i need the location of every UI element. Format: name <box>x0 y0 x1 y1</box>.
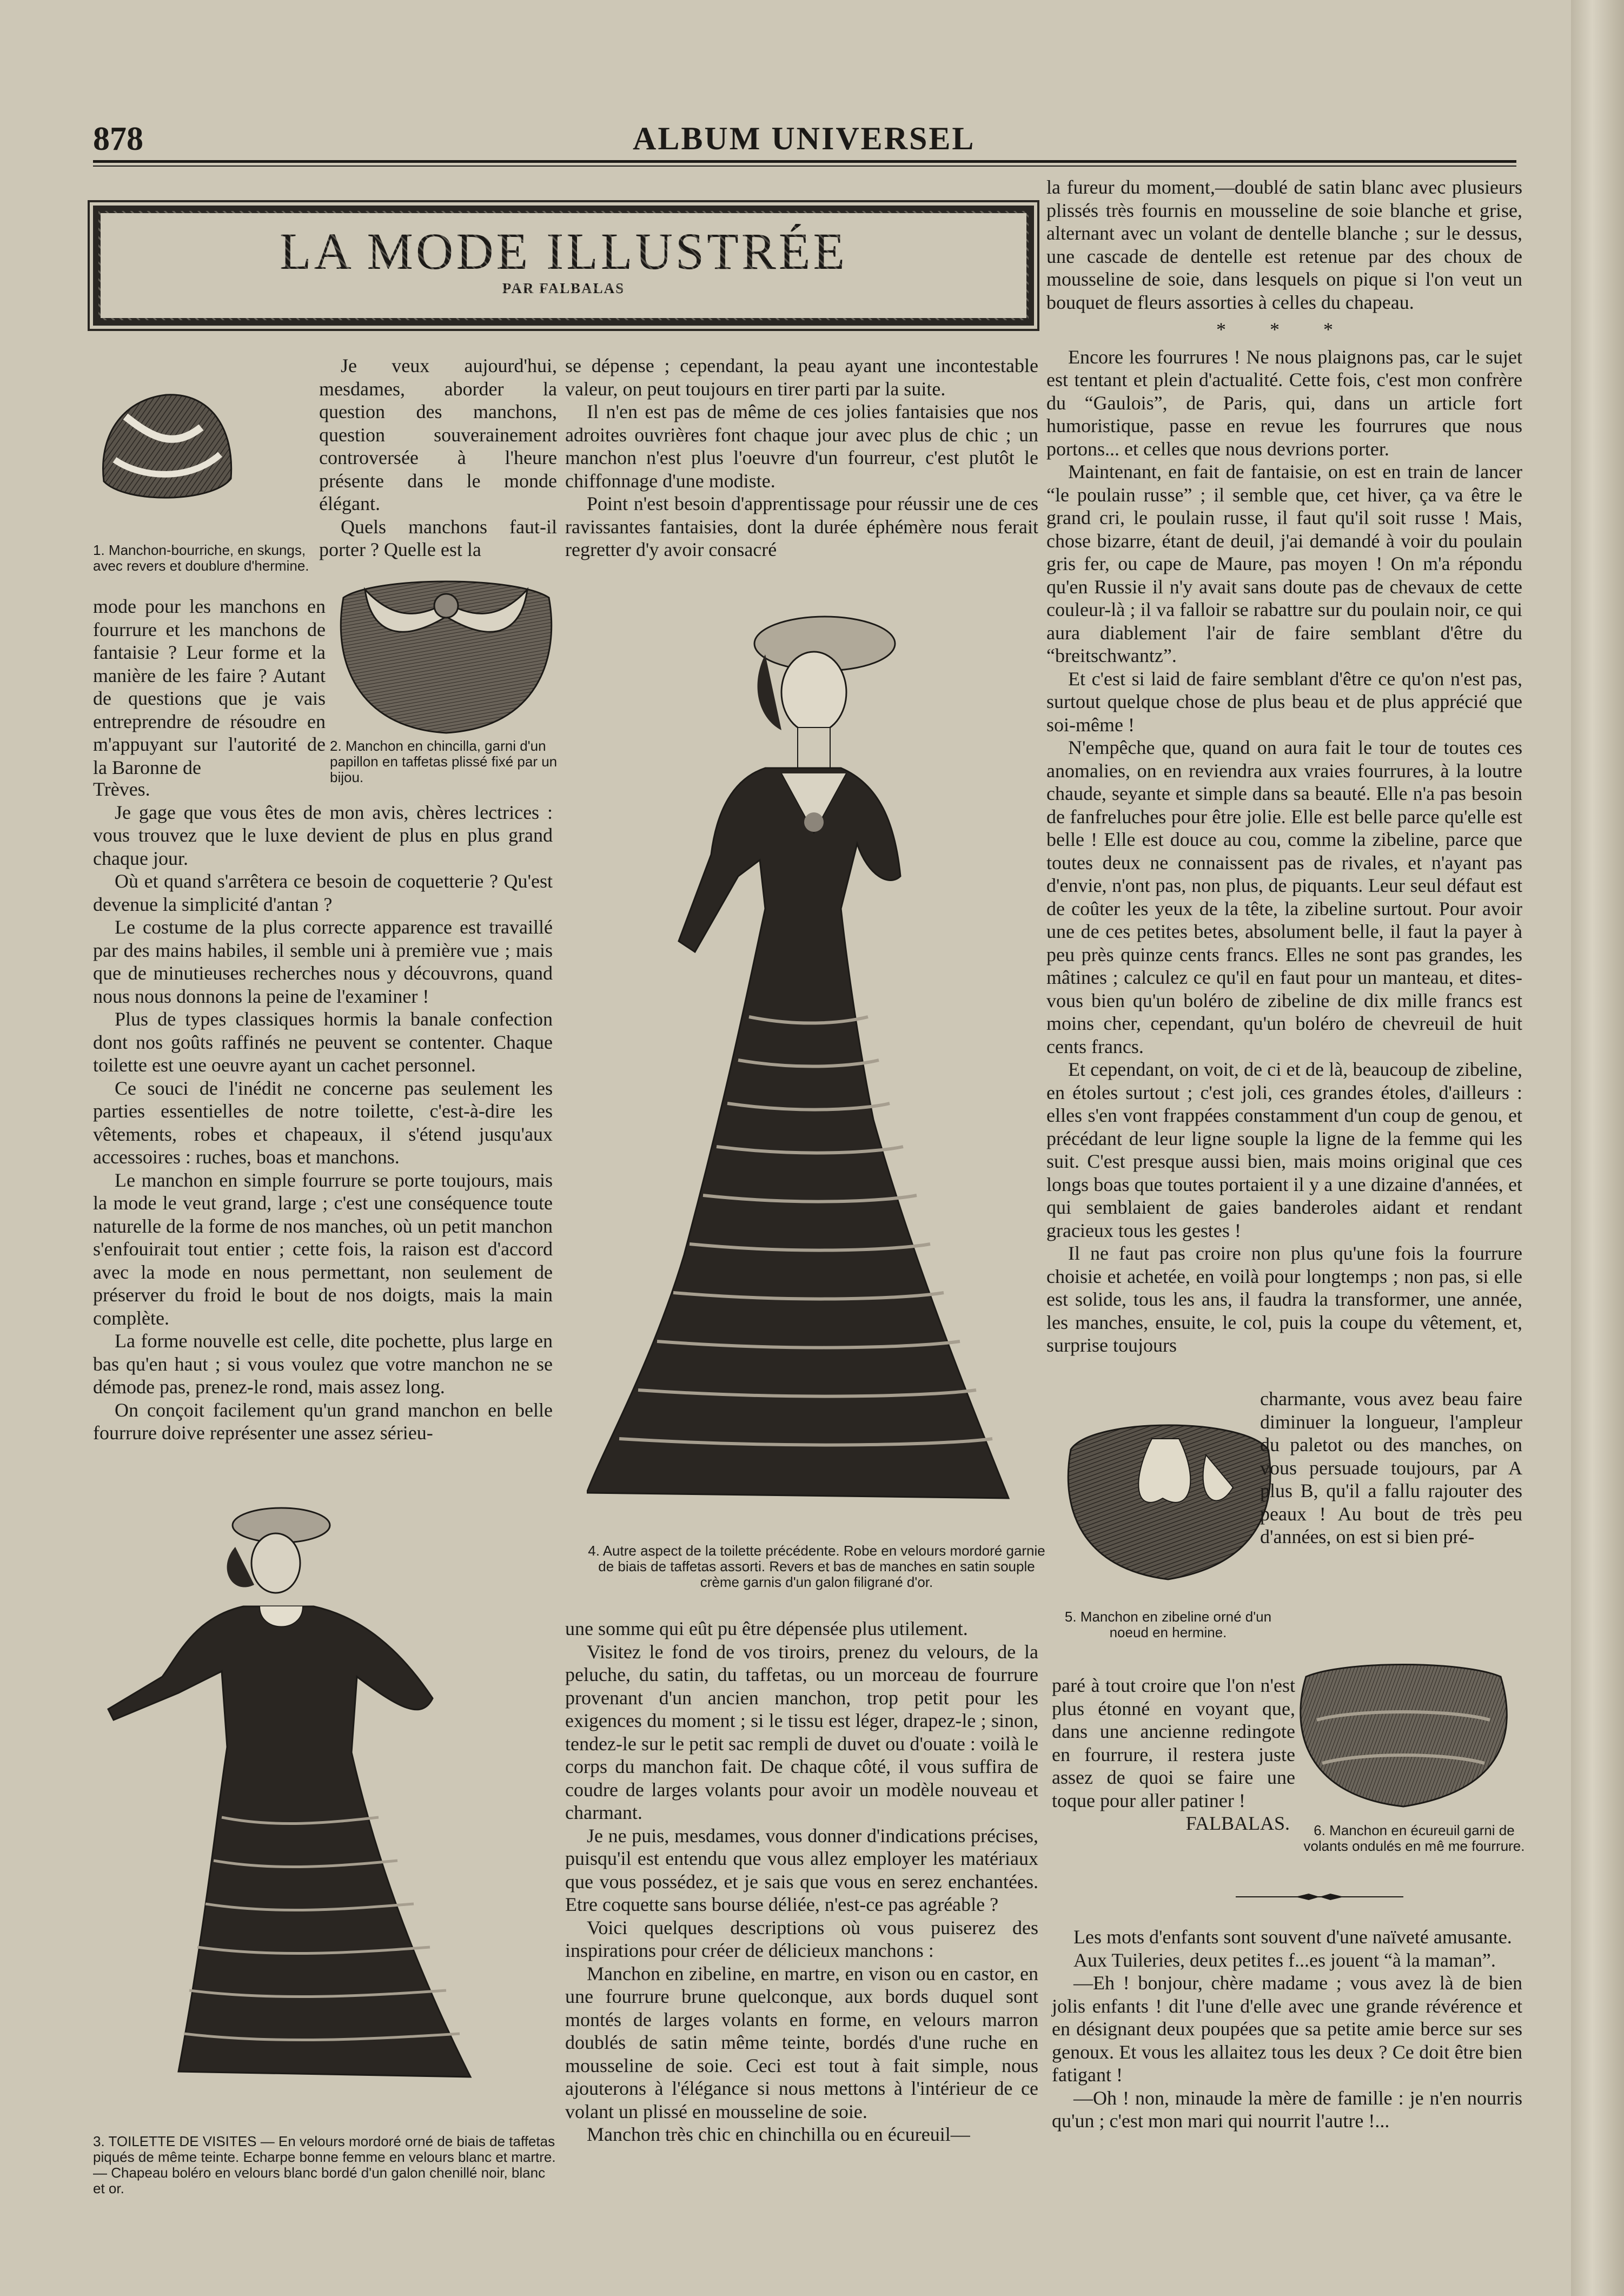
column-3-wrap-2 <box>1052 1674 1295 1835</box>
paragraph: Visitez le fond de vos tiroirs, prenez du velours, de la peluche, du satin, du taffetas, ou un morceau de fourrure provenant d'un ancien manchon, trop petit pour les exigences du moment ; si le tissu est léger, drapez-le ; sinon, tendez-le sur le petit sac rempli de duvet ou d'ouate : voilà le corps du manchon fait. De chaque côté, il vous suffira de coudre de larges volants pour avoir un modèle nouveau et charmant. <box>565 1640 1038 1823</box>
paragraph: charmante, vous avez beau faire diminuer la longueur, l'ampleur du paletot ou des manches, on vous persuade toujours, par A plus B, qu'il a fallu rajouter des peaux ! Au bout de très peu d'années, on est si bien pré- <box>1260 1388 1522 1547</box>
paragraph: Je ne puis, mesdames, vous donner d'indications précises, puisqu'il est entendu que vous allez employer les matériaux que vous possédez, et je sais que vous en serez enchantées. Etre coquette sans bourse déliée, n'est-ce pas agréable ? <box>565 1824 1038 1915</box>
paragraph: Il ne faut pas croire non plus qu'une fois la fourrure choisie et achetée, en voilà pour longtemps ; non pas, si elle est solide, tous les ans, il faudra la transformer, une année, les manches, ensuite, le col, puis la coupe du vêtement, et, surprise toujours <box>1046 1242 1522 1356</box>
header-rule-thin <box>93 166 1516 167</box>
paragraph: La forme nouvelle est celle, dite pochette, plus large en bas qu'en haut ; si vous voulez que votre manchon ne se démode pas, prenez-le rond, mais assez long. <box>93 1330 553 1398</box>
paragraph: Le manchon en simple fourrure se porte toujours, mais la mode le veut grand, large ; c'est une conséquence toute naturelle de la forme de nos manches, où un petit manchon s'enfouirait tout entier ; cette fois, la raison est d'accord avec la mode en nous permettant, non seulement de préserver du froid le bout de nos doigts, mais la main complète. <box>93 1169 553 1329</box>
header-rule <box>93 160 1516 163</box>
figure-5-caption: 5. Manchon en zibeline orné d'un noeud en hermine. <box>1064 1609 1272 1640</box>
paragraph: Je gage que vous êtes de mon avis, chères lectrices : vous trouvez que le luxe devient de plus en plus grand chaque jour. <box>93 801 553 869</box>
paragraph: Voici quelques descriptions où vous puiserez des inspirations pour créer de délicieux manchons : <box>565 1916 1038 1961</box>
paragraph: Quels manchons faut-il porter ? Quelle est la <box>319 515 557 560</box>
paragraph: Maintenant, en fait de fantaisie, on est en train de lancer “le poulain russe” ; il semble que, cet hiver, ça va être le grand cri, le poulain russe, il faut qu'il soit russe ! Mais, chose bizarre, étant de deuil, j'ai demandé à voir du poulain gris fer, ou cape de Maure, pas moyen ! On m'a répondu qu'en Russie il n'y avait sans doute pas de chevaux de cette couleur-là ; il va falloir se rabattre sur du poulain noir, ce qui aura diablement l'air de faire semblant d'être du “breitschwantz”. <box>1046 461 1522 666</box>
paragraph: Je veux aujourd'hui, mesdames, aborder la question des manchons, question souverainement controversée à l'heure présente dans le monde élégant. <box>319 355 557 514</box>
paragraph: une somme qui eût pu être dépensée plus utilement. <box>565 1618 968 1639</box>
figure-6-caption: 6. Manchon en écureuil garni de volants ondulés en mê me fourrure. <box>1303 1822 1525 1854</box>
paragraph: N'empêche que, quand on aura fait le tour de toutes ces anomalies, on en reviendra aux vraies fourrures, à la loutre chaude, seyante et simple dans sa beauté. Elle n'a pas besoin de fanfreluches pour être jolie. Elle est belle parce qu'elle est belle ! Elle est douce au cou, comme la zibeline, parce que toutes deux ne connaissent pas de rivales, et n'ayant pas d'envie, n'ont pas, non plus, de piquants. Leur seul défaut est de coûter les yeux de la tête, la zibeline surtout. Pour avoir une de ces petites betes, absolument belle, il faut la payer à peu près quinze cents francs. Elles ne sont pas grandes, les mâtines ; calculez ce qu'il en faut pour un manteau, et dites-vous bien qu'un boléro de zibeline de dix mille francs est moins cher, cependant, qu'un boléro de chevreuil de huit cents francs. <box>1046 737 1522 1057</box>
paragraph: se dépense ; cependant, la peau ayant une incontestable valeur, on peut toujours en tirer parti par la suite. <box>565 355 1038 400</box>
paragraph: Les mots d'enfants sont souvent d'une naïveté amusante. <box>1073 1926 1512 1948</box>
muff-zibeline-illustration <box>1060 1406 1276 1590</box>
paragraph: —Oh ! non, minaude la mère de famille : je n'en nourris qu'un ; c'est mon mari qui nourrit l'autre !... <box>1052 2087 1522 2132</box>
paragraph: Trèves. <box>93 778 150 800</box>
paragraph: Et cependant, on voit, de ci et de là, beaucoup de zibeline, en étoles surtout ; c'est joli, ces grandes étoles, d'ailleurs : elles s'en vont frappées constamment d'un coup de genou, et précédant de leur ligne souple la ligne de la femme qui les suit. C'est presque aussi bien, mais moins original que ces longs boas que toutes portaient il y a une dizaine d'années, et qui semblaient de gaies banderoles aidant et rendant gracieux tous les gestes ! <box>1046 1058 1522 1241</box>
paragraph: Et c'est si laid de faire semblant d'être ce qu'on n'est pas, surtout quelque chose de plus beau et de plus apprécié que soi-même ! <box>1046 667 1522 736</box>
section-separator: * * * <box>1216 319 1353 340</box>
column-1-intro <box>319 354 557 561</box>
column-2-bottom <box>565 1617 1038 2146</box>
paragraph: Plus de types classiques hormis la banale confection dont nos goûts raffinés ne peuvent se contenter. Chaque toilette est une oeuvre ayant un cachet personnel. <box>93 1008 553 1076</box>
column-1-wrap <box>93 595 326 779</box>
column-3-top <box>1046 176 1522 1357</box>
column-3-wrap-1 <box>1260 1387 1522 1549</box>
publication-title: ALBUM UNIVERSEL <box>633 121 976 156</box>
toilette-velours-illustration <box>587 606 1014 1514</box>
figure-1-caption: 1. Manchon-bourriche, en skungs, avec revers et doublure d'hermine. <box>93 542 309 574</box>
paragraph: —Eh ! bonjour, chère madame ; vous avez là de bien jolis enfants ! dit l'une d'elle avec une grande révérence et en désignant deux poupées que sa petite amie berce sur ses genoux. Et vous les allaitez tous les deux ? Ce doit être bien fatigant ! <box>1052 1972 1522 2086</box>
article-title-box <box>93 206 1034 326</box>
paragraph: mode pour les manchons en fourrure et les manchons de fantaisie ? Leur forme et la manière de les faire ? Autant de questions que je vais entreprendre de résoudre en m'appuyant sur l'autorité de la Baronne de <box>93 595 326 778</box>
section-ornament <box>1236 1893 1403 1901</box>
paragraph: Où et quand s'arrêtera ce besoin de coquetterie ? Qu'est devenue la simplicité d'antan ? <box>93 870 553 915</box>
paragraph: Ce souci de l'inédit ne concerne pas seulement les parties essentielles de notre toilette, c'est-à-dire les vêtements, robes et chapeaux, il s'étend jusqu'aux accessoires : ruches, boas et manchons. <box>93 1077 553 1168</box>
paragraph: Manchon très chic en chinchilla ou en écureuil— <box>587 2123 970 2145</box>
paragraph: Encore les fourrures ! Ne nous plaignons pas, car le sujet est tentant et plein d'actualité. Cette fois, c'est mon confrère du “Gaulois”, de Paris, qui, dans un article fort humoristique, passe en revue les fourrures que nous portons... et celles que nous devrions porter. <box>1046 346 1522 460</box>
paragraph: Aux Tuileries, deux petites f...es jouent “à la maman”. <box>1073 1949 1496 1971</box>
muff-chinchilla-illustration <box>333 565 560 741</box>
muff-ecureuil-illustration <box>1290 1655 1517 1817</box>
page-number: 878 <box>93 121 143 157</box>
column-2-top <box>565 354 1038 561</box>
page-spine-shadow <box>1571 0 1624 2296</box>
column-3-anecdote <box>1052 1926 1522 2133</box>
paragraph: Le costume de la plus correcte apparence est travaillé par des mains habiles, il semble uni à première vue ; mais que de minutieuses recherches nous y découvrons, quand nous nous donnons la peine de l'examiner ! <box>93 916 553 1007</box>
figure-2-caption: 2. Manchon en chincilla, garni d'un papillon en taffetas plissé fixé par un bijou. <box>330 738 558 785</box>
muff-bourriche-illustration <box>93 379 239 525</box>
paragraph: Point n'est besoin d'apprentissage pour réussir une de ces ravissantes fantaisies, dont la durée éphémère nous ferait regretter d'y avoir consacré <box>565 493 1038 560</box>
paragraph: la fureur du moment,—doublé de satin blanc avec plusieurs plissés très fournis en mousseline de soie blanche et grise, alternant avec un volant de dentelle blanche ; sur le dessus, une cascade de dentelle est retenue par des choux de mousseline de soie, dans lesquels on pique si l'on veut un bouquet de fleurs assorties à celles du chapeau. <box>1046 176 1522 313</box>
author-signature: FALBALAS. <box>1185 1812 1290 1834</box>
paragraph: Manchon en zibeline, en martre, en vison ou en castor, en une fourrure brune quelconque, aux bords duquel sont montés de larges volants en forme, en velours marron doublés de satin même teinte, bordés d'une ruche en mousseline de soie. Ceci est tout à fait simple, nous ajouterons à l'élégance si nous mettons à l'intérieur de ce volant un plissé en mousseline de soie. <box>565 1962 1038 2122</box>
paragraph: paré à tout croire que l'on n'est plus étonné en voyant que, dans une ancienne redingote en fourrure, il restera juste assez de quoi se faire une toque pour aller patiner ! <box>1052 1675 1295 1811</box>
article-byline: PAR FALBALAS <box>502 280 625 296</box>
paragraph: Il n'en est pas de même de ces jolies fantaisies que nos adroites ouvrières font chaque jour avec plus de chic ; un manchon n'est plus l'oeuvre d'un fourreur, c'est plutôt le chiffonnage d'une modiste. <box>565 401 1038 492</box>
paragraph: On conçoit facilement qu'un grand manchon en belle fourrure doive représenter une assez sérieu- <box>93 1399 553 1444</box>
article-title: LA MODE ILLUSTRÉE <box>279 222 848 280</box>
column-1-body <box>93 778 553 1445</box>
toilette-de-visites-illustration <box>97 1493 541 2104</box>
figure-4-caption: 4. Autre aspect de la toilette précédente. Robe en velours mordoré garnie de biais de taffetas assorti. Revers et bas de manches en satin souple crème garnis d'un galon filigrané d'or. <box>588 1543 1045 1590</box>
figure-3-caption: 3. TOILETTE DE VISITES — En velours mordoré orné de biais de taffetas piqués de même teinte. Echarpe bonne femme en velours blanc et martre. — Chapeau boléro en velours blanc bordé d'un galon chenillé noir, blanc et or. <box>93 2133 556 2196</box>
